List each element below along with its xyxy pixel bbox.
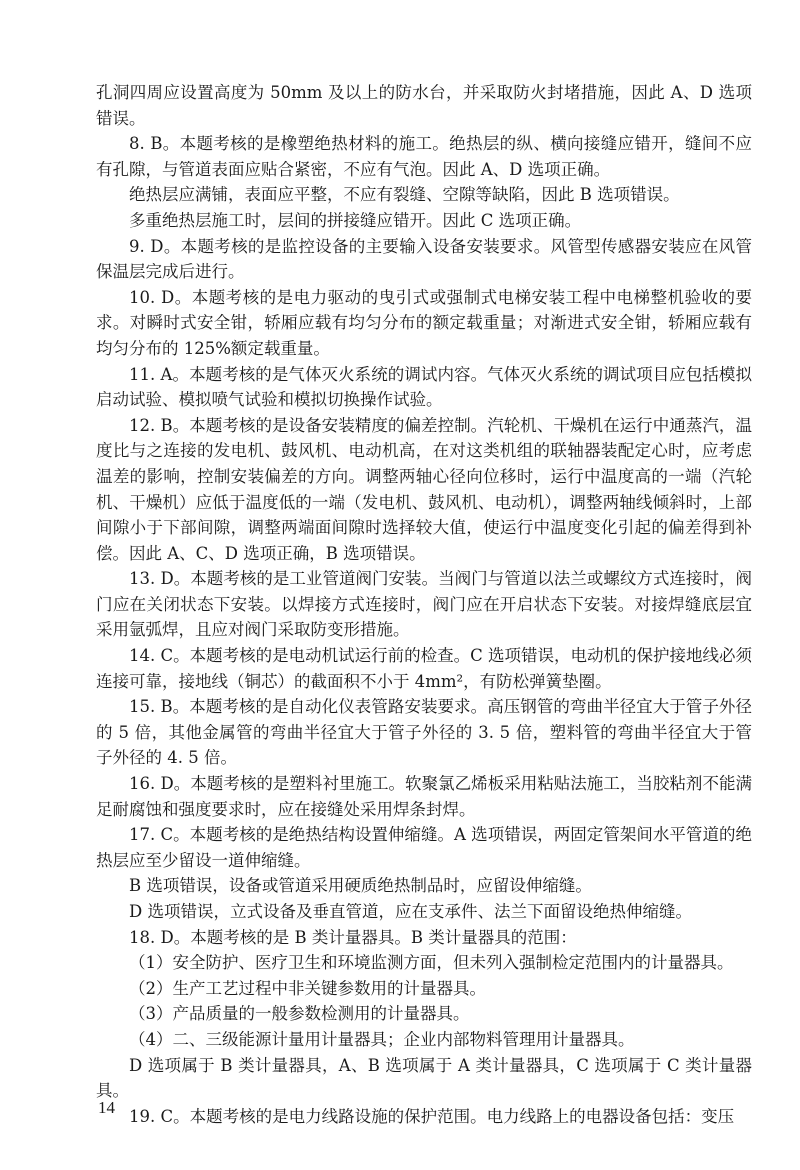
answer-10-paragraph: 10. D。本题考核的是电力驱动的曳引式或强制式电梯安装工程中电梯整机验收的要求。对瞬时式安全钳，轿厢应载有均匀分布的额定载重量；对渐进式安全钳，轿厢应载有均匀分布的 125%额定载重量。 xyxy=(96,287,752,358)
answer-17-paragraph: 17. C。本题考核的是绝热结构设置伸缩缝。A 选项错误，两固定管架间水平管道的绝热层应至少留设一道伸缩缝。 xyxy=(96,825,752,870)
answer-12-paragraph: 12. B。本题考核的是设备安装精度的偏差控制。汽轮机、干燥机在运行中通蒸汽，温度比与之连接的发电机、鼓风机、电动机高，在对这类机组的联轴器装配定心时，应考虑温差的影响，控制安装偏差的方向。调整两轴心径向位移时，运行中温度高的一端（汽轮机、干燥机）应低于温度低的一端（发电机、鼓风机、电动机），调整两轴线倾斜时，上部间隙小于下部间隙，调整两端面间隙时选择较大值，使运行中温度变化引起的偏差得到补偿。因此 A、C、D 选项正确，B 选项错误。 xyxy=(96,415,752,563)
answer-14-paragraph: 14. C。本题考核的是电动机试运行前的检查。C 选项错误，电动机的保护接地线必须连接可靠，接地线（铜芯）的截面积不小于 4mm²，有防松弹簧垫圈。 xyxy=(96,646,752,691)
answer-17-option-b-note: B 选项错误，设备或管道采用硬质绝热制品时，应留设伸缩缝。 xyxy=(129,876,592,896)
answer-19-paragraph: 19. C。本题考核的是电力线路设施的保护范围。电力线路上的电器设备包括：变压 xyxy=(129,1106,735,1126)
answer-16-paragraph: 16. D。本题考核的是塑料衬里施工。软聚氯乙烯板采用粘贴法施工，当胶粘剂不能满足耐腐蚀和强度要求时，应在接缝处采用焊条封焊。 xyxy=(96,774,752,819)
answer-17-option-d-note: D 选项错误，立式设备及垂直管道，应在支承件、法兰下面留设绝热伸缩缝。 xyxy=(129,902,692,921)
list-item: （1）安全防护、医疗卫生和环境监测方面，但未列入强制检定范围内的计量器具。 xyxy=(129,953,734,973)
answer-15-paragraph: 15. B。本题考核的是自动化仪表管路安装要求。高压钢管的弯曲半径宜大于管子外径的 5 倍，其他金属管的弯曲半径宜大于管子外径的 3. 5 倍，塑料管的弯曲半径宜大于管子外径的 4. 5 倍。 xyxy=(96,697,752,768)
answer-13-paragraph: 13. D。本题考核的是工业管道阀门安装。当阀门与管道以法兰或螺纹方式连接时，阀门应在关闭状态下安装。以焊接方式连接时，阀门应在开启状态下安装。对接焊缝底层宜采用氩弧焊，且应对阀门采取防变形措施。 xyxy=(96,569,752,640)
paragraph-continuation: 孔洞四周应设置高度为 50mm 及以上的防水台，并采取防火封堵措施，因此 A、D 选项错误。 xyxy=(96,83,752,128)
answer-8-paragraph: 8. B。本题考核的是橡塑绝热材料的施工。绝热层的纵、横向接缝应错开，缝间不应有孔隙，与管道表面应贴合紧密，不应有气泡。因此 A、D 选项正确。 xyxy=(96,134,752,179)
answer-18-conclusion: D 选项属于 B 类计量器具，A、B 选项属于 A 类计量器具，C 选项属于 C 类计量器具。 xyxy=(96,1055,752,1101)
list-item: （4）二、三级能源计量用计量器具；企业内部物料管理用计量器具。 xyxy=(129,1029,635,1049)
list-item: （3）产品质量的一般参数检测用的计量器具。 xyxy=(129,1004,470,1024)
answer-18-paragraph: 18. D。本题考核的是 B 类计量器具。B 类计量器具的范围： xyxy=(129,927,577,947)
document-body xyxy=(96,80,752,1129)
answer-9-paragraph: 9. D。本题考核的是监控设备的主要输入设备安装要求。风管型传感器安装应在风管保温层完成后进行。 xyxy=(96,236,752,282)
page-number: 14 xyxy=(98,1098,115,1117)
list-item: （2）生产工艺过程中非关键参数用的计量器具。 xyxy=(129,978,486,998)
answer-11-paragraph: 11. A。本题考核的是气体灭火系统的调试内容。气体灭火系统的调试项目应包括模拟启动试验、模拟喷气试验和模拟切换操作试验。 xyxy=(96,364,752,410)
answer-8-option-b-note: 绝热层应满铺，表面应平整，不应有裂缝、空隙等缺陷，因此 B 选项错误。 xyxy=(129,185,680,205)
answer-8-option-c-note: 多重绝热层施工时，层间的拼接缝应错开。因此 C 选项正确。 xyxy=(129,210,582,230)
